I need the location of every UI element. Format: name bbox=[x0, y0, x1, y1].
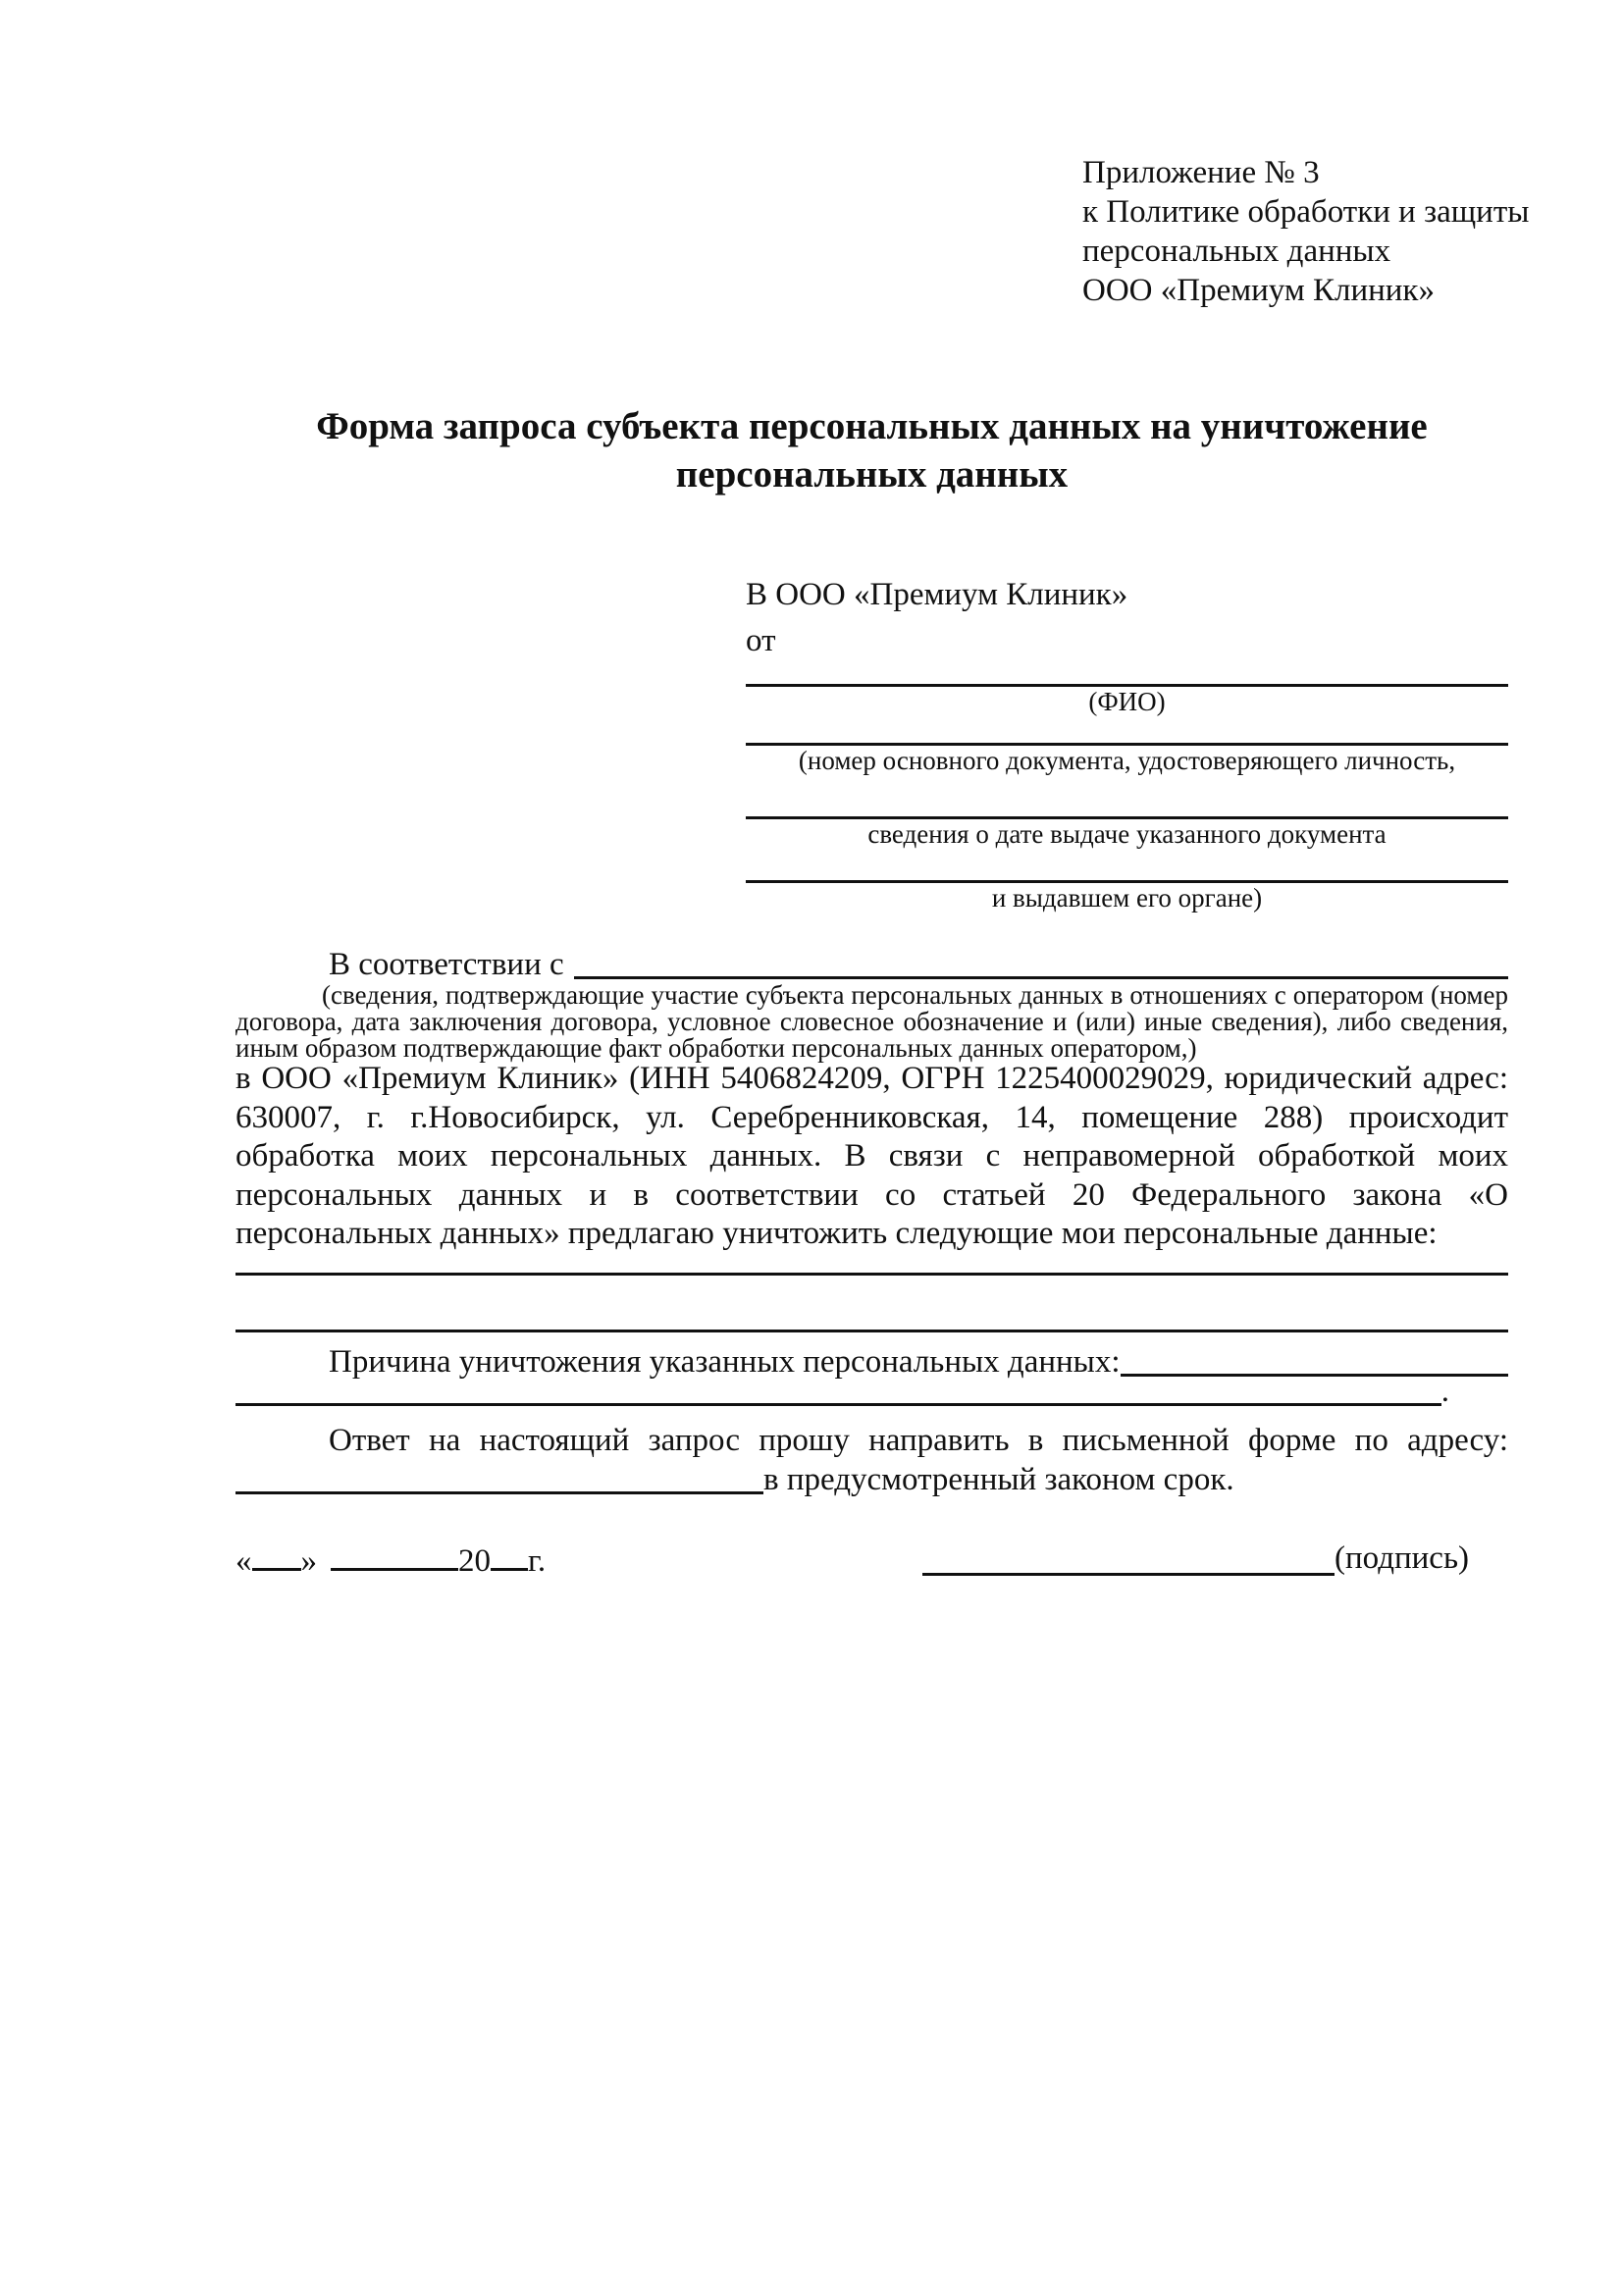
accordance-note: (сведения, подтверждающие участие субъекта персональных данных в отношениях с оператором (номер договора, дата заключения договора, условное словесное обозначение и (или) иные сведения), либо сведения, иным образом подтверждающие факт обработки персональных данных оператором,) bbox=[236, 980, 1508, 1063]
fio-caption: (ФИО) bbox=[1088, 687, 1166, 716]
reason-period: . bbox=[1440, 1374, 1449, 1409]
appendix-header-line: Приложение № 3 bbox=[1082, 155, 1320, 190]
addressee-to: В ООО «Премиум Клиник» bbox=[746, 577, 1128, 612]
issuing-authority-caption: и выдавшем его органе) bbox=[991, 883, 1263, 913]
date-year-prefix: 20 bbox=[458, 1543, 491, 1579]
reason-label: Причина уничтожения указанных персональных данных: bbox=[329, 1344, 1121, 1380]
date-close-quote: » bbox=[300, 1543, 317, 1579]
accordance-fill-line bbox=[574, 945, 1508, 979]
signature-fill-line bbox=[922, 1539, 1335, 1576]
appendix-header bbox=[1082, 153, 1529, 310]
accordance-row bbox=[236, 945, 1508, 984]
addressee-from-label: от bbox=[746, 623, 776, 658]
address-fill-line bbox=[236, 1460, 763, 1494]
appendix-header-line: к Политике обработки и защиты bbox=[1082, 194, 1530, 230]
date-day-fill-line bbox=[252, 1539, 301, 1571]
signature-caption: (подпись) bbox=[1335, 1540, 1469, 1576]
main-paragraph: в ООО «Премиум Клиник» (ИНН 5406824209, ОГРН 1225400029029, юридический адрес: 630007, г. г.Новосибирск, ул. Серебренниковская, 14, помещение 288) происходит обработка моих персональных данных. В связи с неправомерной обработкой моих персональных данных и в соответствии со статьей 20 Федерального закона «О персональных данных» предлагаю уничтожить следующие мои персональные данные: bbox=[236, 1061, 1508, 1251]
issue-date-fill-line bbox=[746, 775, 1508, 819]
accordance-lead: В соответствии с bbox=[329, 947, 564, 982]
issuing-authority-fill-line bbox=[746, 849, 1508, 883]
response-tail-row bbox=[236, 1460, 1508, 1499]
personal-data-fill-line-2 bbox=[236, 1330, 1508, 1332]
appendix-header-line: ООО «Премиум Клиник» bbox=[1082, 273, 1435, 308]
addressee-block bbox=[746, 575, 1508, 913]
date-group bbox=[236, 1539, 546, 1581]
response-paragraph: Ответ на настоящий запрос прошу направить в письменной форме по адресу: bbox=[329, 1423, 1508, 1458]
appendix-header-line: персональных данных bbox=[1082, 234, 1391, 269]
date-year-fill-line bbox=[491, 1539, 528, 1571]
signature-group bbox=[922, 1539, 1469, 1581]
fio-fill-line bbox=[746, 660, 1508, 687]
personal-data-fill-line-1 bbox=[236, 1273, 1508, 1276]
date-year-suffix: г. bbox=[528, 1543, 547, 1579]
date-month-fill-line bbox=[331, 1539, 458, 1571]
issue-date-caption: сведения о дате выдаче указанного документа bbox=[867, 819, 1387, 849]
response-tail-text: в предусмотренный законом срок. bbox=[763, 1462, 1234, 1497]
footer-row bbox=[236, 1539, 1508, 1581]
document-number-caption: (номер основного документа, удостоверяющего личность, bbox=[798, 746, 1456, 775]
date-open-quote: « bbox=[236, 1543, 252, 1579]
page-title: Форма запроса субъекта персональных данных на уничтожение персональных данных bbox=[316, 405, 1428, 496]
reason-fill-line-2 bbox=[236, 1372, 1441, 1406]
document-number-fill-line bbox=[746, 716, 1508, 746]
reason-continuation-row bbox=[236, 1372, 1508, 1411]
